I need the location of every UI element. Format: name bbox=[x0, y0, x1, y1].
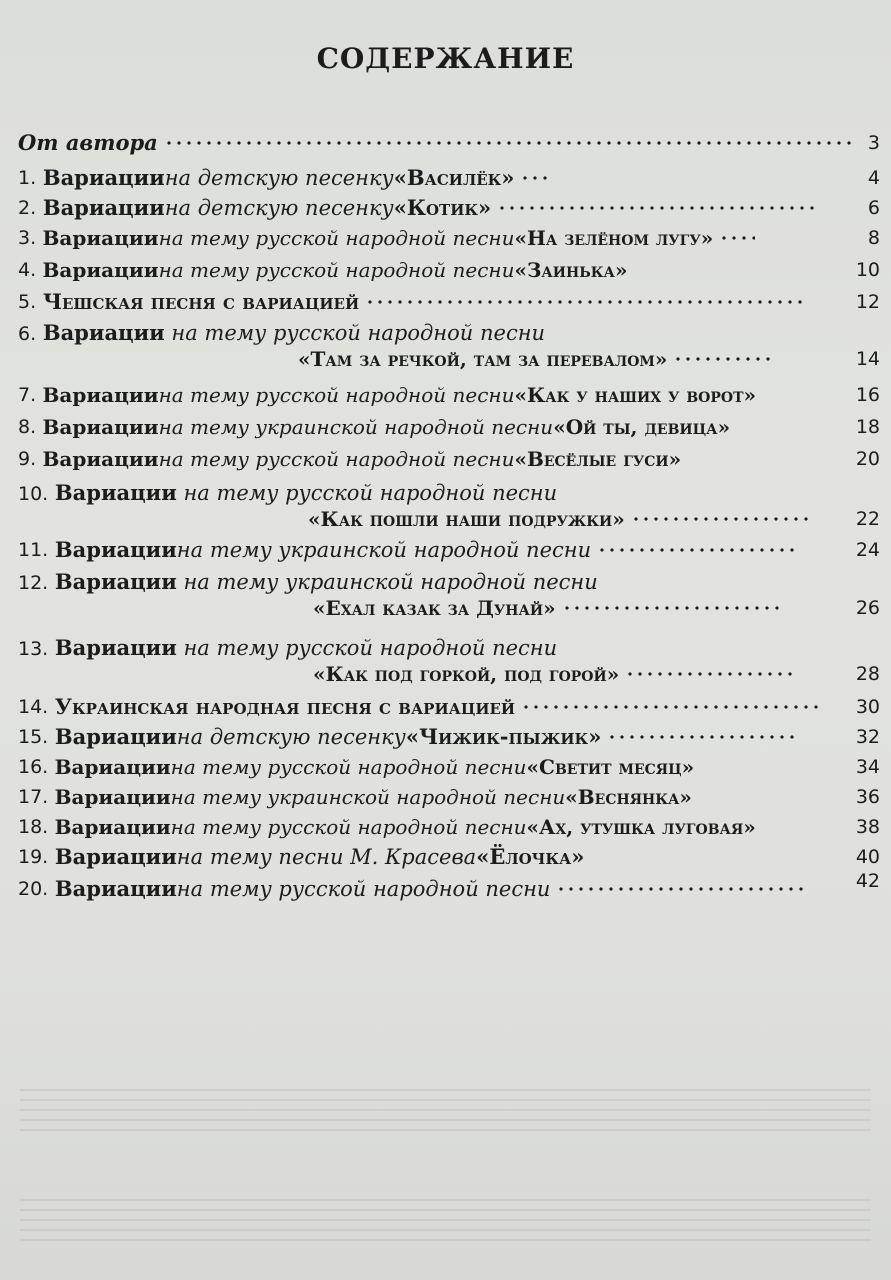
song-title: «Ой ты, девица» bbox=[553, 415, 731, 439]
entry-text: на тему русской народной песни bbox=[170, 815, 527, 839]
toc-entry[interactable] bbox=[18, 318, 880, 371]
entry-number: 7. bbox=[18, 384, 37, 406]
page-number: 22 bbox=[855, 508, 880, 530]
page-number: 14 bbox=[855, 348, 880, 370]
toc-entry[interactable] bbox=[18, 535, 880, 565]
entry-text: на детскую песенку bbox=[164, 166, 394, 190]
toc-entry[interactable] bbox=[18, 412, 880, 442]
page-number: 12 bbox=[855, 291, 880, 313]
dot-leader bbox=[556, 887, 806, 891]
entry-lead: Вариации bbox=[42, 195, 165, 220]
song-title: «Ах, утушка луговая» bbox=[526, 815, 756, 839]
dot-leader bbox=[625, 672, 795, 676]
entry-lead: Вариации bbox=[54, 537, 177, 562]
entry-lead: Вариации bbox=[54, 876, 177, 901]
dot-leader bbox=[365, 300, 805, 304]
page-number: 16 bbox=[855, 384, 880, 406]
entry-number: 2. bbox=[18, 197, 37, 219]
entry-number: 6. bbox=[18, 323, 37, 345]
page-number: 32 bbox=[855, 726, 880, 748]
entry-number: 17. bbox=[18, 786, 49, 808]
toc-entry[interactable] bbox=[18, 255, 880, 285]
page-number: 26 bbox=[855, 597, 880, 619]
entry-number: 18. bbox=[18, 816, 49, 838]
dot-leader bbox=[719, 236, 755, 240]
entry-number: 13. bbox=[18, 638, 49, 660]
toc-entry[interactable] bbox=[18, 842, 880, 872]
song-title: «Ёлочка» bbox=[476, 844, 585, 869]
page-number: 18 bbox=[855, 416, 880, 438]
page-number: 20 bbox=[855, 448, 880, 470]
song-title: «На зелёном лугу» bbox=[514, 226, 714, 250]
toc-entry[interactable] bbox=[18, 380, 880, 410]
entry-lead: Вариации bbox=[54, 569, 177, 594]
bleed-through-staff-lines bbox=[0, 1060, 891, 1280]
page-number: 36 bbox=[855, 786, 880, 808]
entry-text: на тему русской народной песни bbox=[158, 226, 515, 250]
page-number: 28 bbox=[855, 663, 880, 685]
entry-lead: Вариации bbox=[54, 844, 177, 869]
dot-leader bbox=[562, 606, 782, 610]
page-number: 8 bbox=[867, 227, 880, 249]
toc-entry[interactable] bbox=[18, 692, 880, 722]
entry-lead: Вариации bbox=[54, 635, 177, 660]
entry-number: 19. bbox=[18, 846, 49, 868]
entry-number: 15. bbox=[18, 726, 49, 748]
toc-entry[interactable] bbox=[18, 812, 880, 842]
entry-text: на тему русской народной песни bbox=[158, 447, 515, 471]
song-title: «Светит месяц» bbox=[526, 755, 695, 779]
entry-lead: Вариации bbox=[42, 165, 165, 190]
page-title: СОДЕРЖАНИЕ bbox=[316, 42, 575, 75]
entry-lead: Вариации bbox=[42, 415, 159, 439]
page-number: 10 bbox=[855, 259, 880, 281]
toc-entry[interactable] bbox=[18, 163, 880, 193]
entry-lead: Вариации bbox=[54, 815, 171, 839]
entry-text: на тему русской народной песни bbox=[176, 481, 558, 505]
toc-entry[interactable] bbox=[18, 444, 880, 474]
dot-leader bbox=[497, 206, 817, 210]
song-title: «Весёлые гуси» bbox=[514, 447, 682, 471]
dot-leader bbox=[607, 735, 797, 739]
song-title: «Заинька» bbox=[514, 258, 628, 282]
entry-title: От автора bbox=[18, 130, 158, 155]
entry-text: на тему украинской народной песни bbox=[176, 570, 598, 594]
song-title: «Как под горкой, под горой» bbox=[313, 662, 620, 686]
dot-leader bbox=[164, 141, 854, 145]
toc-entry[interactable] bbox=[18, 752, 880, 782]
page-number: 30 bbox=[855, 696, 880, 718]
toc-entry[interactable] bbox=[18, 128, 880, 158]
entry-lead: Вариации bbox=[54, 724, 177, 749]
entry-text: на детскую песенку bbox=[176, 725, 406, 749]
entry-text: на тему русской народной песни bbox=[176, 636, 558, 660]
toc-entry[interactable] bbox=[18, 223, 880, 253]
toc-entry[interactable] bbox=[18, 478, 880, 531]
song-title: «Василёк» bbox=[393, 165, 515, 190]
entry-lead: Вариации bbox=[42, 320, 165, 345]
entry-number: 9. bbox=[18, 448, 37, 470]
page-number: 4 bbox=[867, 167, 880, 189]
entry-number: 14. bbox=[18, 696, 49, 718]
entry-lead: Вариации bbox=[54, 480, 177, 505]
entry-text: на тему русской народной песни bbox=[164, 321, 546, 345]
entry-lead: Вариации bbox=[42, 447, 159, 471]
entry-text: на тему русской народной песни bbox=[170, 755, 527, 779]
page-number: 34 bbox=[855, 756, 880, 778]
entry-lead: Вариации bbox=[42, 258, 159, 282]
toc-entry[interactable] bbox=[18, 567, 880, 620]
page-number: 40 bbox=[855, 846, 880, 868]
song-title: «Ехал казак за Дунай» bbox=[313, 596, 556, 620]
entry-text: на тему песни М. Красева bbox=[176, 845, 477, 869]
entry-number: 16. bbox=[18, 756, 49, 778]
toc-entry[interactable] bbox=[18, 633, 880, 686]
page-number: 3 bbox=[867, 132, 880, 154]
toc-entry[interactable] bbox=[18, 782, 880, 812]
page-number: 38 bbox=[855, 816, 880, 838]
song-title: «Как у наших у ворот» bbox=[514, 383, 757, 407]
entry-text: на детскую песенку bbox=[164, 196, 394, 220]
dot-leader bbox=[520, 176, 550, 180]
toc-entry[interactable] bbox=[18, 287, 880, 317]
entry-text: на тему русской народной песни bbox=[158, 383, 515, 407]
entry-number: 5. bbox=[18, 291, 37, 313]
entry-title: Чешская песня с вариацией bbox=[42, 289, 360, 314]
entry-title: Украинская народная песня с вариацией bbox=[54, 694, 516, 719]
entry-number: 11. bbox=[18, 539, 49, 561]
toc-entry[interactable] bbox=[18, 722, 880, 752]
dot-leader bbox=[597, 548, 797, 552]
entry-number: 1. bbox=[18, 167, 37, 189]
entry-text: на тему русской народной песни bbox=[176, 877, 551, 901]
entry-number: 20. bbox=[18, 878, 49, 900]
entry-text: на тему украинской народной песни bbox=[170, 785, 566, 809]
dot-leader bbox=[631, 517, 811, 521]
entry-number: 10. bbox=[18, 483, 49, 505]
page-number: 6 bbox=[867, 197, 880, 219]
dot-leader bbox=[521, 705, 821, 709]
song-title: «Чижик-пыжик» bbox=[405, 724, 602, 749]
song-title: «Веснянка» bbox=[565, 785, 692, 809]
page-number: 42 bbox=[855, 870, 880, 892]
dot-leader bbox=[673, 357, 773, 361]
entry-number: 3. bbox=[18, 227, 37, 249]
page-number: 24 bbox=[855, 539, 880, 561]
entry-text: на тему украинской народной песни bbox=[158, 415, 554, 439]
entry-lead: Вариации bbox=[54, 755, 171, 779]
entry-number: 12. bbox=[18, 572, 49, 594]
song-title: «Как пошли наши подружки» bbox=[308, 507, 625, 531]
entry-number: 8. bbox=[18, 416, 37, 438]
entry-lead: Вариации bbox=[42, 226, 159, 250]
toc-entry[interactable] bbox=[18, 870, 880, 904]
entry-lead: Вариации bbox=[54, 785, 171, 809]
entry-text: на тему украинской народной песни bbox=[176, 538, 592, 562]
song-title: «Там за речкой, там за перевалом» bbox=[298, 347, 668, 371]
toc-entry[interactable] bbox=[18, 193, 880, 223]
song-title: «Котик» bbox=[393, 195, 492, 220]
entry-number: 4. bbox=[18, 259, 37, 281]
entry-text: на тему русской народной песни bbox=[158, 258, 515, 282]
entry-lead: Вариации bbox=[42, 383, 159, 407]
